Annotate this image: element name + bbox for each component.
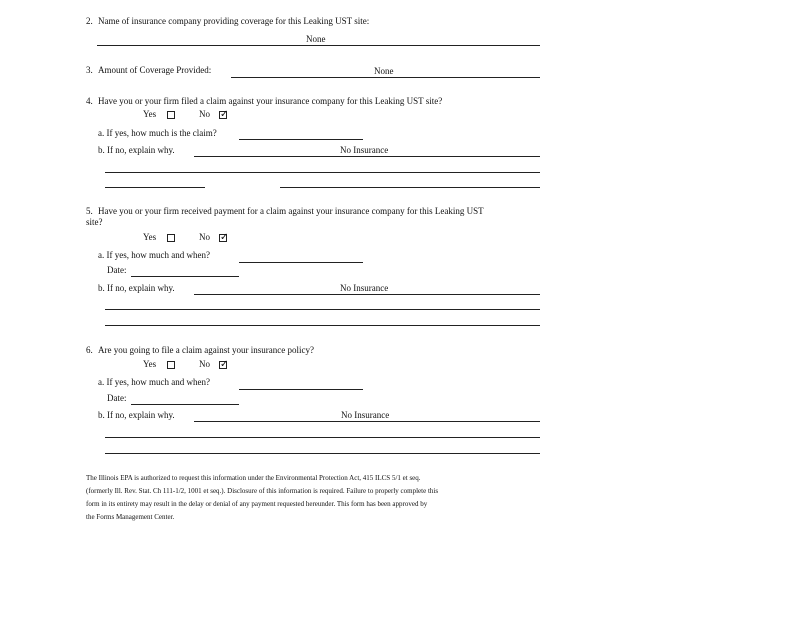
q5-date-line[interactable] [131,276,239,277]
q4-question: Have you or your firm filed a claim against your insurance company for this Leaking UST site? [98,96,443,106]
q5-no-label: No [199,232,210,242]
q2-answer-line [97,45,540,46]
q6-number: 6. [86,345,93,355]
q5-yes-checkbox[interactable] [167,234,175,242]
q6-question: Are you going to file a claim against your insurance policy? [98,345,314,355]
q5-a-answer-line[interactable] [239,262,363,263]
q5-b-answer[interactable]: No Insurance [340,283,389,293]
q5-date-label: Date: [107,265,127,275]
q4-a-answer-line[interactable] [239,139,363,140]
q4-a-question: a. If yes, how much is the claim? [98,128,217,138]
q3-number: 3. [86,65,93,75]
q6-a-question: a. If yes, how much and when? [98,377,210,387]
q5-question-line-1: Have you or your firm received payment for a claim against your insurance company for this Leaking UST [98,206,484,216]
q5-number: 5. [86,206,93,216]
q5-question-line-2: site? [86,217,103,227]
q6-a-answer-line[interactable] [239,389,363,390]
q4-b-answer-line [194,156,540,157]
disclosure-line-1: The Illinois EPA is authorized to request this information under the Environmental Protection Act, 415 ILCS 5/1 et seq. [86,474,421,482]
disclosure-line-3: form in its entirety may result in the delay or denial of any payment requested hereunder. This form has been approved by [86,500,428,508]
q4-b-extra-line-2b[interactable] [280,187,540,188]
q2-number: 2. [86,16,93,26]
q6-yes-label: Yes [143,359,157,369]
q4-b-answer[interactable]: No Insurance [340,145,389,155]
q4-b-extra-line-1[interactable] [105,172,540,173]
q4-yes-label: Yes [143,109,157,119]
q6-b-answer[interactable]: No Insurance [341,410,390,420]
disclosure-notice [86,472,536,524]
q6-date-label: Date: [107,393,127,403]
q5-yes-label: Yes [143,232,157,242]
q5-a-question: a. If yes, how much and when? [98,250,210,260]
q5-no-checkbox[interactable] [219,234,227,242]
q6-no-checkbox[interactable] [219,361,227,369]
q6-no-label: No [199,359,210,369]
q5-b-question: b. If no, explain why. [98,283,175,293]
q4-number: 4. [86,96,93,106]
q4-no-label: No [199,109,210,119]
q6-yes-checkbox[interactable] [167,361,175,369]
q4-no-checkbox[interactable] [219,111,227,119]
q5-b-extra-line-1[interactable] [105,309,540,310]
q6-date-line[interactable] [131,404,239,405]
q4-yes-checkbox[interactable] [167,111,175,119]
q3-answer[interactable]: None [374,66,394,76]
q4-b-question: b. If no, explain why. [98,145,175,155]
q2-question: Name of insurance company providing coverage for this Leaking UST site: [98,16,370,26]
q2-answer[interactable]: None [306,34,326,44]
disclosure-line-2: (formerly Ill. Rev. Stat. Ch 111-1/2, 1001 et seq.). Disclosure of this information is required. Failure to properly complete this [86,487,439,495]
q6-b-question: b. If no, explain why. [98,410,175,420]
disclosure-line-4: the Forms Management Center. [86,513,175,521]
q3-answer-line [231,77,540,78]
q3-question: Amount of Coverage Provided: [98,65,212,75]
q5-b-answer-line [194,294,540,295]
q6-b-answer-line [194,421,540,422]
q4-b-extra-line-2a[interactable] [105,187,205,188]
q6-b-extra-line-2[interactable] [105,453,540,454]
q5-b-extra-line-2[interactable] [105,325,540,326]
q6-b-extra-line-1[interactable] [105,437,540,438]
